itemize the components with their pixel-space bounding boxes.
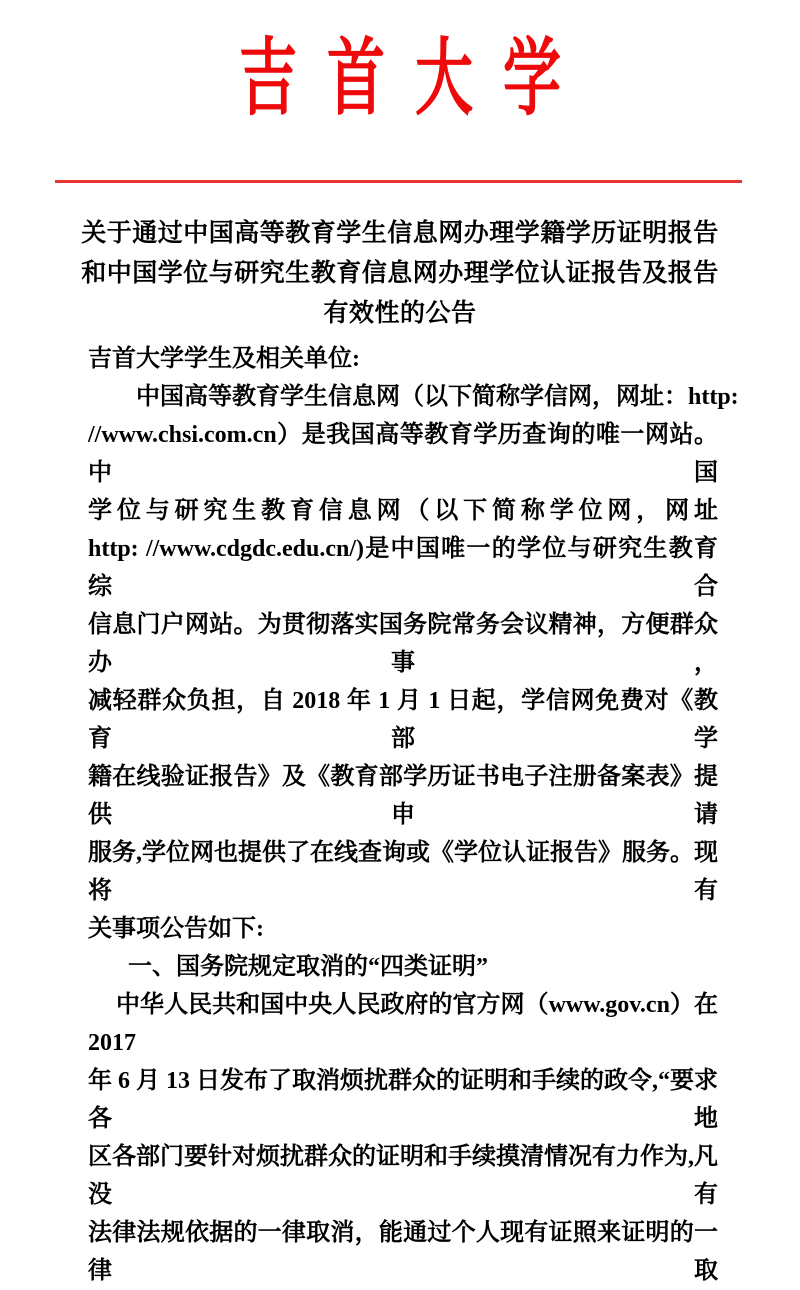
section-heading: 一、国务院规定取消的“四类证明” [128,954,488,980]
red-divider-rule [55,180,742,183]
body-line: 区各部门要针对烦扰群众的证明和手续摸清情况有力作为,凡没有 [88,1144,718,1208]
body-line: 法律法规依据的一律取消，能通过个人现有证照来证明的一律取 [88,1220,718,1284]
university-letterhead: 吉首大学 [238,31,591,126]
document-body [88,340,739,1290]
salutation-line: 吉首大学学生及相关单位: [88,346,360,372]
body-line: 中国高等教育学生信息网（以下简称学信网，网址：http: [136,384,739,410]
body-line: 关事项公告如下: [88,916,264,942]
body-line: 服务,学位网也提供了在线查询或《学位认证报告》服务。现将有 [88,840,718,904]
body-line: 学位与研究生教育信息网（以下简称学位网，网址 [88,498,718,524]
body-line: //www.chsi.com.cn）是我国高等教育学历查询的唯一网站。中国 [88,422,718,486]
title-line-1: 关于通过中国高等教育学生信息网办理学籍学历证明报告 [81,220,719,247]
document-title [80,214,720,334]
title-line-2: 和中国学位与研究生教育信息网办理学位认证报告及报告 [81,260,719,287]
body-line: http: //www.cdgdc.edu.cn/)是中国唯一的学位与研究生教育综合 [88,536,718,600]
body-line: 年 6 月 13 日发布了取消烦扰群众的证明和手续的政令,“要求各地 [88,1068,718,1132]
body-line: 信息门户网站。为贯彻落实国务院常务会议精神，方便群众办事， [88,612,718,676]
body-line: 籍在线验证报告》及《教育部学历证书电子注册备案表》提供申请 [88,764,718,828]
title-line-3: 有效性的公告 [323,300,477,327]
body-line: 减轻群众负担，自 2018 年 1 月 1 日起，学信网免费对《教育部学 [88,688,718,752]
body-line: 中华人民共和国中央人民政府的官方网（www.gov.cn）在 2017 [88,992,718,1056]
